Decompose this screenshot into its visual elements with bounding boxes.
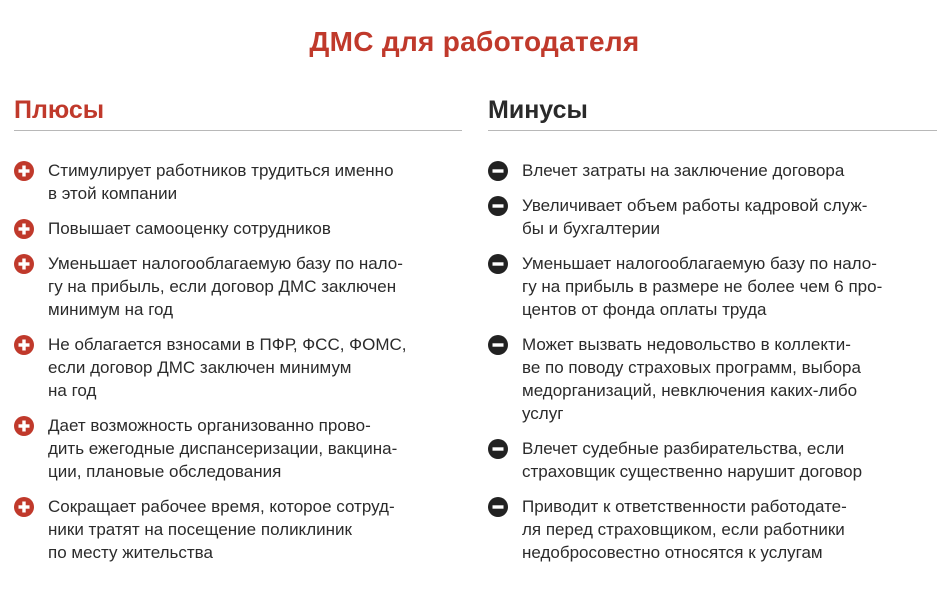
pros-item <box>14 159 462 205</box>
pros-item <box>14 217 462 240</box>
plus-circle-icon <box>14 335 34 355</box>
plus-circle-icon <box>14 219 34 239</box>
page-title: ДМС для работодателя <box>309 26 640 57</box>
pros-item-text: Сокращает рабочее время, которое сотруд- ники тратят на посещение поликлиник по месту жительства <box>48 497 395 562</box>
cons-list <box>488 159 937 564</box>
minus-circle-icon <box>488 497 508 517</box>
cons-item <box>488 437 937 483</box>
minus-circle-icon <box>488 439 508 459</box>
cons-heading: Минусы <box>488 94 937 131</box>
cons-item-text: Может вызвать недовольство в коллекти- ве по поводу страховых программ, выбора медорганизаций, невключения каких-либо услуг <box>522 335 861 423</box>
cons-item-text: Приводит к ответственности работодате- ля перед страховщиком, если работники недобросовестно относятся к услугам <box>522 497 847 562</box>
cons-item-text: Влечет затраты на заключение договора <box>522 161 845 180</box>
pros-heading: Плюсы <box>14 94 462 131</box>
pros-column <box>14 94 462 576</box>
pros-list <box>14 159 462 564</box>
pros-item <box>14 252 462 321</box>
cons-column <box>488 94 937 576</box>
pros-item-text: Не облагается взносами в ПФР, ФСС, ФОМС, если договор ДМС заключен минимум на год <box>48 335 407 400</box>
minus-circle-icon <box>488 161 508 181</box>
minus-circle-icon <box>488 254 508 274</box>
pros-item-text: Повышает самооценку сотрудников <box>48 219 331 238</box>
cons-item-text: Влечет судебные разбирательства, если страховщик существенно нарушит договор <box>522 439 863 481</box>
pros-item-text: Стимулирует работников трудиться именно в этой компании <box>48 161 394 203</box>
cons-item <box>488 194 937 240</box>
minus-circle-icon <box>488 335 508 355</box>
cons-item <box>488 495 937 564</box>
pros-item-text: Дает возможность организованно прово- дить ежегодные диспансеризации, вакцина- ции, плановые обследования <box>48 416 398 481</box>
pros-item <box>14 414 462 483</box>
cons-item <box>488 159 937 182</box>
plus-circle-icon <box>14 254 34 274</box>
plus-circle-icon <box>14 416 34 436</box>
pros-item-text: Уменьшает налогооблагаемую базу по нало- гу на прибыль, если договор ДМС заключен минимум на год <box>48 254 403 319</box>
cons-item <box>488 252 937 321</box>
cons-item <box>488 333 937 425</box>
plus-circle-icon <box>14 161 34 181</box>
pros-item <box>14 495 462 564</box>
plus-circle-icon <box>14 497 34 517</box>
minus-circle-icon <box>488 196 508 216</box>
cons-item-text: Уменьшает налогооблагаемую базу по нало- гу на прибыль в размере не более чем 6 про- центов от фонда оплаты труда <box>522 254 883 319</box>
cons-item-text: Увеличивает объем работы кадровой служ- бы и бухгалтерии <box>522 196 868 238</box>
pros-item <box>14 333 462 402</box>
